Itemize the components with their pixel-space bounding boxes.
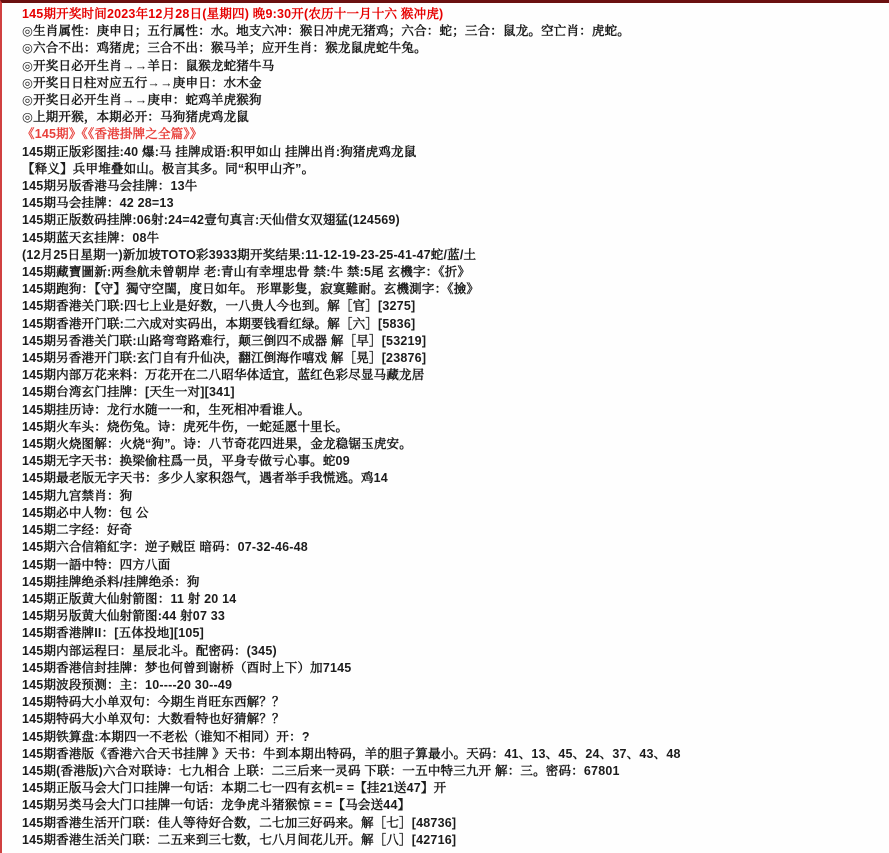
- text-line: 145期最老版无字天书：多少人家积怨气，遇者举手我慌逃。鸡14: [22, 471, 388, 486]
- text-line: 145期九宫禁肖：狗: [22, 488, 133, 503]
- text-line: 145期火车头：烧伤兔。诗：虎死牛伤，一蛇延愿十里长。: [22, 419, 349, 434]
- text-line: 145期另类马会大门口挂牌一句话：龙争虎斗猪猴惊 = =【马会送44】: [22, 798, 411, 813]
- text-line: 145期香港版《香港六合天书挂牌 》天书：牛到本期出特码，羊的胆子算最小。天码：41、13、45、24、37、43、48: [22, 746, 681, 761]
- text-line: ◎上期开猴，本期必开：马狗猪虎鸡龙鼠: [22, 110, 250, 125]
- text-line: 145期香港生活关门联：二五来到三七数，七八月间花儿开。解［八］[42716]: [22, 832, 457, 847]
- text-line: 145期火烧图解：火烧“狗”。诗：八节奇花四进果，金龙稳锯玉虎安。: [22, 437, 412, 452]
- text-line: 145期另版黄大仙射箭图:44 射07 33: [22, 609, 226, 624]
- text-line: 145期正版数码挂牌:06射:24=42壹句真言:天仙借女双翅猛(124569): [22, 213, 400, 228]
- text-line: 145期另香港关门联:山路弯弯路难行，颠三倒四不成器 解［早］[53219]: [22, 333, 427, 348]
- text-line: 145期一語中特：四方八面: [22, 557, 171, 572]
- text-line: ◎开奖日日柱对应五行→→庚申日：水木金: [22, 75, 262, 90]
- text-line: ◎生肖属性：庚申日；五行属性：水。地支六冲：猴日冲虎无猪鸡；六合：蛇；三合：鼠龙。空亡肖：虎蛇。: [22, 24, 631, 39]
- text-line: 145期(香港版)六合对联诗：七九相合 上联：二三后来一灵码 下联：一五中特三九开 解：三。密码：67801: [22, 763, 620, 778]
- text-line: 145期台湾玄门挂牌：[天生一对][341]: [22, 385, 235, 400]
- text-line: 145期香港牌II：[五体投地][105]: [22, 626, 205, 641]
- text-line: 145期特码大小单双句：今期生肖旺东西解？？: [22, 695, 285, 710]
- text-line: 145期特码大小单双句：大数看特也好猜解？？: [22, 712, 285, 727]
- text-line: 145期开奖时间2023年12月28日(星期四) 晚9:30开(农历十一月十六 猴冲虎): [22, 7, 444, 21]
- text-line: 145期另香港开门联:玄门自有升仙决，翻江倒海作嘻戏 解［晃］[23876]: [22, 351, 427, 366]
- text-line: 《145期》《《香港掛牌之全篇》》: [22, 127, 203, 142]
- text-line: 【释义】兵甲堆叠如山。极言其多。同“积甲山齐”。: [22, 161, 315, 176]
- text-line: (12月25日星期一)新加坡TOTO彩3933期开奖结果:11-12-19-23-25-41-47蛇/蓝/土: [22, 247, 477, 262]
- text-line: 145期藏寶圖新:两叁航未曾朝岸 老:青山有幸埋忠骨 禁:牛 禁:5尾 玄機字：《折》: [22, 265, 471, 280]
- text-line: 145期香港开门联:二六成对实码出，本期要钱看红绿。解［六］[5836]: [22, 316, 416, 331]
- content-lines: [22, 6, 883, 849]
- text-line: 145期另版香港马会挂牌：13牛: [22, 179, 198, 194]
- text-line: 145期蓝天玄挂牌：08牛: [22, 230, 160, 245]
- text-line: 145期香港生活开门联：佳人等待好合数，二七加三好码来。解［七］[48736]: [22, 815, 457, 830]
- text-line: 145期内部运程曰：星辰北斗。配密码：(345): [22, 643, 277, 658]
- text-line: ◎开奖日必开生肖→→庚申：蛇鸡羊虎猴狗: [22, 93, 262, 108]
- text-line: ◎六合不出：鸡猪虎；三合不出：猴马羊；应开生肖：猴龙鼠虎蛇牛兔。: [22, 41, 427, 56]
- text-line: 145期正版马会大门口挂牌一句话：本期二七一四有玄机= =【挂21送47】开: [22, 781, 447, 796]
- text-line: 145期正版黄大仙射箭图：11 射 20 14: [22, 591, 237, 606]
- text-line: ◎开奖日必开生肖→→羊日：鼠猴龙蛇猪牛马: [22, 58, 275, 73]
- text-line: 145期挂历诗：龙行水随一一和，生死相冲看谁人。: [22, 402, 311, 417]
- text-line: 145期无字天书：换梁偷柱爲一员，平身专做亏心事。蛇09: [22, 454, 350, 469]
- text-line: 145期跑狗：【守】獨守空閨，度日如年。 形單影隻，寂寞難耐。玄機測字：《撿》: [22, 282, 480, 297]
- text-line: 145期必中人物：包 公: [22, 505, 149, 520]
- text-line: 145期二字经：好奇: [22, 523, 133, 538]
- text-line: 145期铁算盘:本期四一不老松（谁知不相同）开：?: [22, 729, 310, 744]
- text-line: 145期香港关门联:四七上业是好数，一八贵人今也到。解［官］[3275]: [22, 299, 416, 314]
- text-line: 145期正版彩图挂:40 爆:马 挂牌成语:积甲如山 挂牌出肖:狗猪虎鸡龙鼠: [22, 144, 417, 159]
- text-line: 145期六合信箱紅字：逆子贼臣 暗码：07-32-46-48: [22, 540, 308, 555]
- text-line: 145期内部万花来料：万花开在二八昭华体适宜，蓝红色彩尽显马藏龙居: [22, 368, 425, 383]
- text-line: 145期马会挂牌：42 28=13: [22, 196, 174, 211]
- text-line: 145期挂牌绝杀料/挂牌绝杀：狗: [22, 574, 200, 589]
- text-line: 145期波段预测：主：10----20 30--49: [22, 677, 233, 692]
- text-line: 145期香港信封挂牌：梦也何曾到谢桥（酉时上下）加7145: [22, 660, 352, 675]
